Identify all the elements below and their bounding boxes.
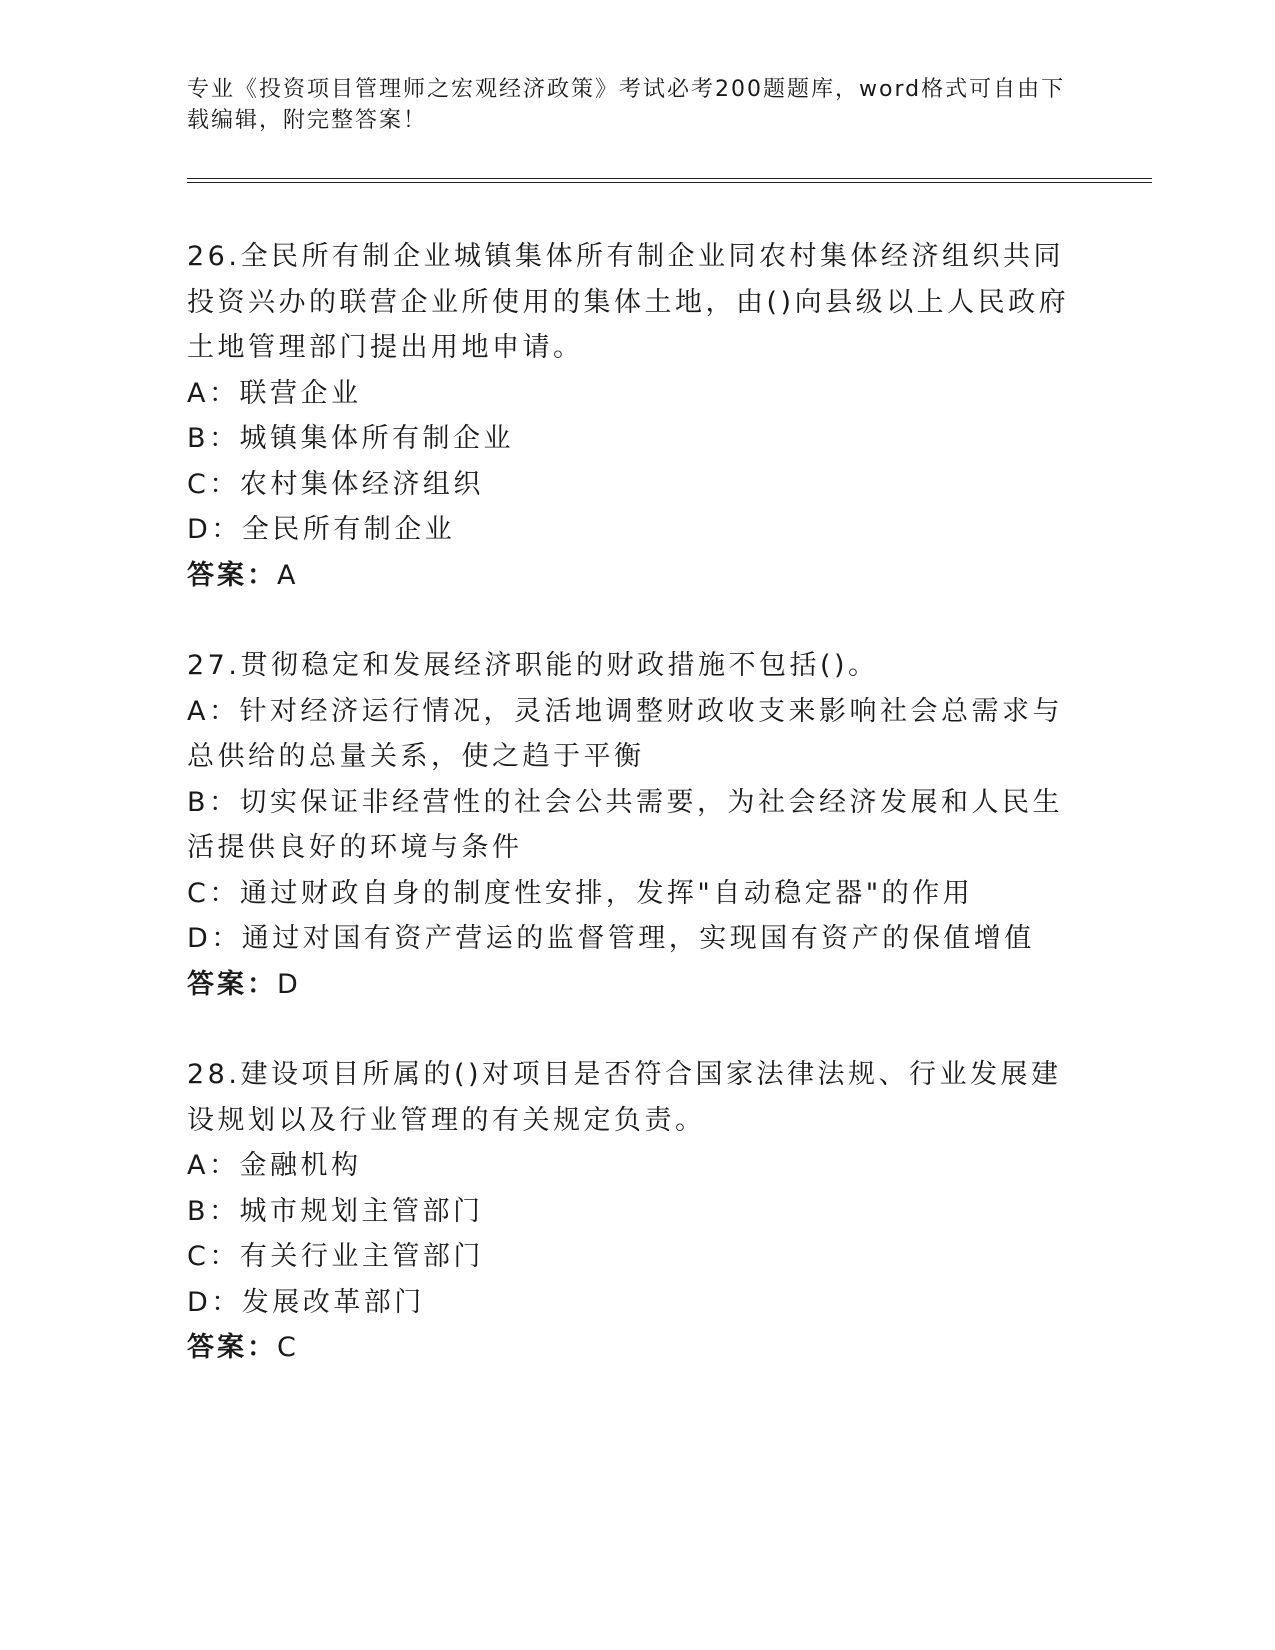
answer-value: A: [277, 559, 297, 591]
option-b: B：切实保证非经营性的社会公共需要，为社会经济发展和人民生活提供良好的环境与条件: [187, 786, 1064, 863]
question-item: [187, 234, 1087, 598]
option-c: C：农村集体经济组织: [187, 468, 484, 500]
option-d: D：通过对国有资产营运的监督管理，实现国有资产的保值增值: [187, 923, 1035, 954]
option-c: C：通过财政自身的制度性安排，发挥"自动稳定器"的作用: [187, 877, 974, 909]
document-intro: 专业《投资项目管理师之宏观经济政策》考试必考200题题库，word格式可自由下载编辑，附完整答案！: [187, 77, 1066, 133]
question-stem: 26.全民所有制企业城镇集体所有制企业同农村集体经济组织共同投资兴办的联营企业所使用的集体土地，由()向县级以上人民政府土地管理部门提出用地申请。: [187, 241, 1070, 363]
option-c: C：有关行业主管部门: [187, 1241, 484, 1272]
answer-value: C: [277, 1332, 297, 1363]
header-divider: [187, 178, 1152, 183]
option-a: A：金融机构: [187, 1150, 362, 1181]
option-b: B：城市规划主管部门: [187, 1195, 484, 1227]
question-item: [187, 1052, 1087, 1371]
option-a: A：联营企业: [187, 377, 362, 409]
answer-label: 答案：: [187, 1332, 277, 1363]
answer-label: 答案：: [187, 559, 277, 591]
answer-value: D: [277, 968, 299, 1000]
option-a: A：针对经济运行情况，灵活地调整财政收支来影响社会总需求与总供给的总量关系，使之趋于平衡: [187, 695, 1063, 772]
question-item: [187, 643, 1087, 1007]
question-stem: 27.贯彻稳定和发展经济职能的财政措施不包括()。: [187, 650, 879, 681]
option-d: D：发展改革部门: [187, 1286, 425, 1318]
question-list: [187, 234, 1087, 1416]
answer-line: [187, 1325, 1087, 1371]
option-b: B：城镇集体所有制企业: [187, 423, 515, 454]
answer-line: [187, 962, 1087, 1008]
answer-line: [187, 553, 1087, 599]
question-stem: 28.建设项目所属的()对项目是否符合国家法律法规、行业发展建设规划以及行业管理的有关规定负责。: [187, 1059, 1062, 1136]
answer-label: 答案：: [187, 968, 277, 1000]
option-d: D：全民所有制企业: [187, 514, 456, 545]
